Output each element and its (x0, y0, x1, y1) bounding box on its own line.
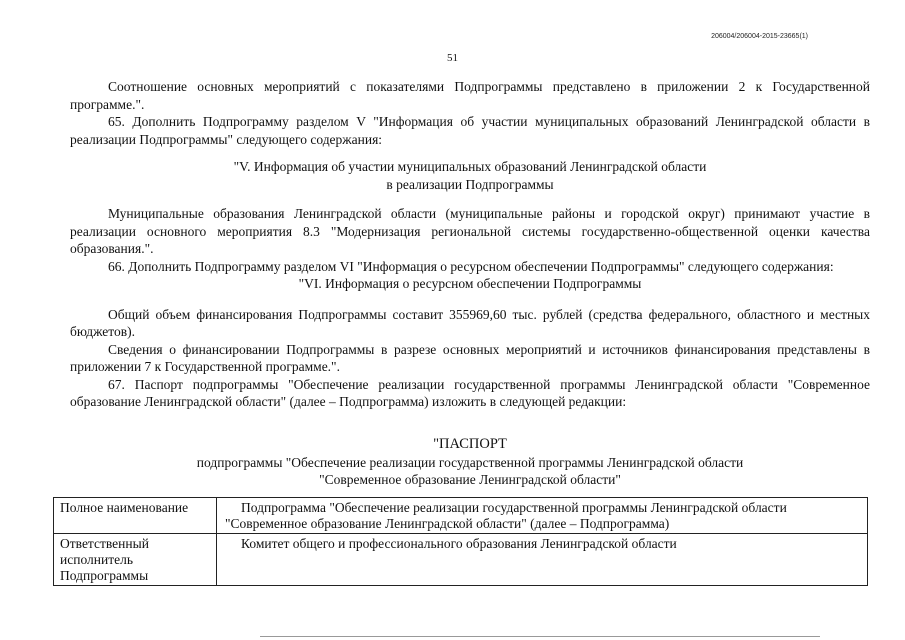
document-body (70, 78, 870, 411)
passport-title: "ПАСПОРТ (433, 436, 507, 452)
row-value-responsible: Комитет общего и профессионального образования Ленинградской области (217, 534, 868, 586)
section5-text: Муниципальные образования Ленинградской области (муниципальные районы и городской округ) принимают участие в реализации основного мероприятия 8.3 "Модернизация региональной системы государственно-общественной оценки качества образования.". (70, 206, 870, 256)
passport-table (53, 497, 868, 586)
table-row (54, 534, 868, 586)
row-label-responsible: Ответственный исполнитель Подпрограммы (54, 534, 217, 586)
page-number: 51 (447, 52, 458, 64)
section6-heading: "VI. Информация о ресурсном обеспечении Подпрограммы (298, 276, 642, 291)
section5-heading-line1: "V. Информация об участии муниципальных образований Ленинградской области (233, 159, 707, 174)
section6-text-sources: Сведения о финансировании Подпрограммы в разрезе основных мероприятий и источников финансирования представлены в приложении 7 к Государственной программе.". (70, 341, 870, 374)
doc-code: 206004/206004-2015-23665(1) (711, 33, 808, 40)
paragraph-correlation: Соотношение основных мероприятий с показателями Подпрограммы представлено в приложении 2 к Государственной программе.". (70, 79, 870, 112)
passport-subtitle-line2: "Современное образование Ленинградской области" (319, 472, 621, 487)
paragraph-item-66: 66. Дополнить Подпрограмму разделом VI "Информация о ресурсном обеспечении Подпрограммы" следующего содержания: (108, 258, 834, 274)
section5-heading-line2: в реализации Подпрограммы (386, 176, 554, 192)
section6-text-financing: Общий объем финансирования Подпрограммы составит 355969,60 тыс. рублей (средства федерального, областного и местных бюджетов). (70, 306, 870, 339)
scan-artifact-line (260, 636, 820, 637)
row-label-full-name: Полное наименование (54, 498, 217, 534)
passport-subtitle-line1: подпрограммы "Обеспечение реализации государственной программы Ленинградской области (196, 454, 744, 470)
paragraph-item-65: 65. Дополнить Подпрограмму разделом V "Информация об участии муниципальных образований Ленинградской области в реализации Подпрограммы" следующего содержания: (70, 114, 870, 147)
paragraph-item-67: 67. Паспорт подпрограммы "Обеспечение реализации государственной программы Ленинградской области "Современное образование Ленинградской области" (далее – Подпрограмма) изложить в следующей редакции: (70, 376, 870, 409)
passport-heading (70, 436, 870, 489)
row-value-full-name: Подпрограмма "Обеспечение реализации государственной программы Ленинградской области "Современное образование Ленинградской области" (далее – Подпрограмма) (217, 498, 868, 534)
section5-heading (70, 158, 870, 193)
table-row (54, 498, 868, 534)
